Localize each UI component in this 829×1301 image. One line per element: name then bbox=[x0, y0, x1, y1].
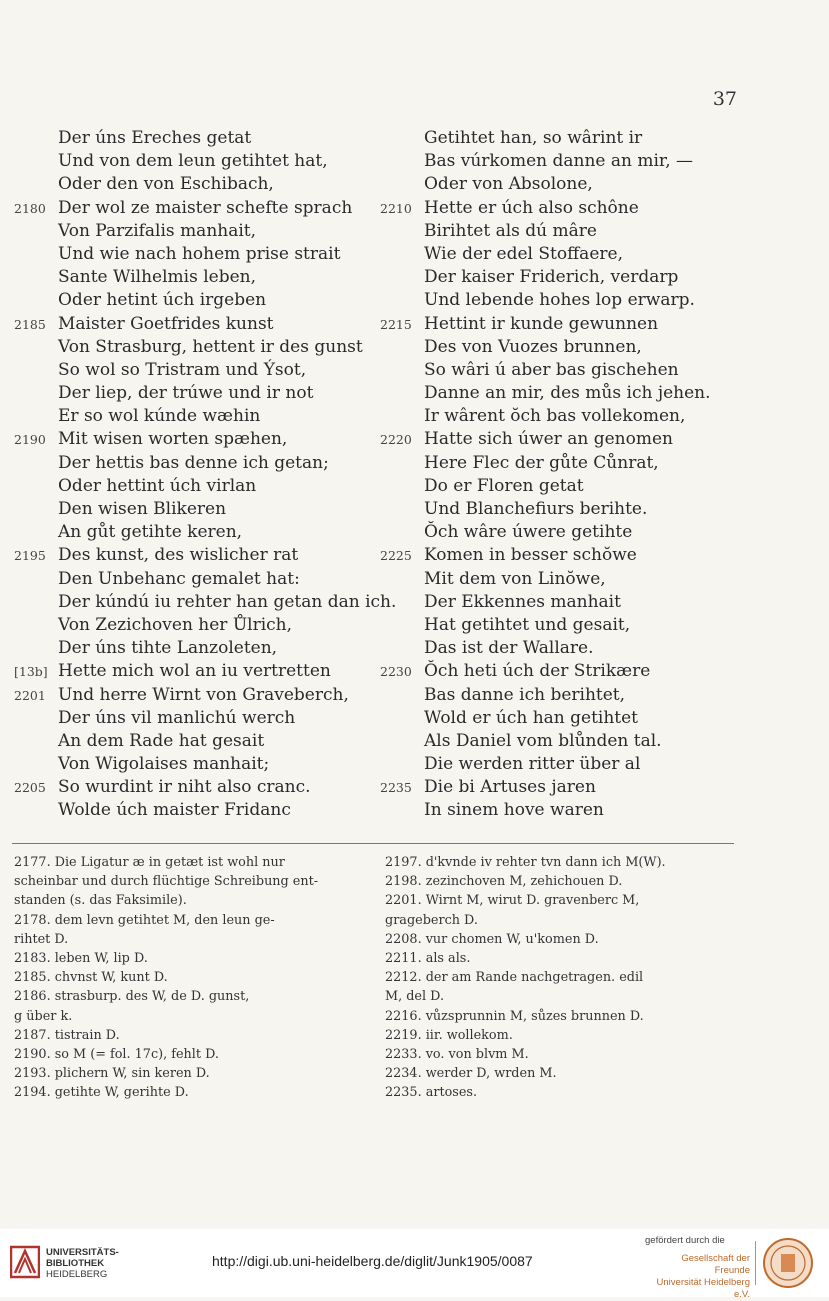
verse-line bbox=[14, 776, 414, 799]
verse-line bbox=[380, 544, 800, 567]
apparatus-note: 2208. vur chomen W, u'komen D. bbox=[385, 931, 599, 947]
verse-line bbox=[14, 591, 414, 614]
apparatus-note: 2234. werder D, wrden M. bbox=[385, 1066, 557, 1082]
verse-text: Komen in besser schŏwe bbox=[424, 545, 637, 566]
university-seal-icon bbox=[762, 1237, 814, 1289]
verse-text: Der úns tihte Lanzoleten, bbox=[58, 638, 278, 659]
line-number: 2215 bbox=[380, 316, 412, 332]
verse-text: Hatte sich úwer an genomen bbox=[424, 429, 673, 450]
verse-line bbox=[380, 220, 800, 243]
verse-line bbox=[14, 799, 414, 822]
apparatus-note: 2194. getihte W, gerihte D. bbox=[14, 1085, 189, 1101]
verse-text: Die bi Artuses jaren bbox=[424, 777, 596, 798]
verse-line bbox=[14, 266, 414, 289]
verse-text: Oder hettint úch virlan bbox=[58, 475, 257, 496]
verse-text: Ŏch heti úch der Strikære bbox=[424, 661, 651, 682]
apparatus-note: rihtet D. bbox=[14, 931, 69, 947]
permalink-url[interactable]: http://digi.ub.uni-heidelberg.de/diglit/Junk1905/0087 bbox=[212, 1253, 533, 1269]
apparatus-note: grageberch D. bbox=[385, 912, 478, 928]
verse-text: Und herre Wirnt von Graveberch, bbox=[58, 684, 349, 705]
verse-text: An gůt getihte keren, bbox=[58, 522, 243, 543]
verse-line bbox=[14, 475, 414, 498]
footer-bar bbox=[0, 1229, 829, 1300]
verse-line bbox=[14, 521, 414, 544]
verse-text: Bas danne ich berihtet, bbox=[424, 684, 626, 705]
verse-line bbox=[14, 127, 414, 150]
verse-line bbox=[380, 753, 800, 776]
verse-text: Und Blanchefiurs berihte. bbox=[424, 499, 648, 519]
verse-line bbox=[380, 336, 800, 359]
verse-line bbox=[380, 799, 800, 822]
poem-column-left bbox=[14, 127, 414, 823]
verse-line bbox=[380, 150, 800, 173]
verse-line bbox=[380, 521, 800, 544]
verse-text: Als Daniel vom blůnden tal. bbox=[424, 730, 662, 751]
line-number: 2195 bbox=[14, 548, 46, 564]
apparatus-note: 2219. iir. wollekom. bbox=[385, 1027, 513, 1043]
verse-text: So wâri ú aber bas gischehen bbox=[424, 359, 679, 380]
apparatus-note: standen (s. das Faksimile). bbox=[14, 893, 187, 909]
verse-text: Den wisen Blikeren bbox=[58, 499, 227, 519]
verse-text: So wurdint ir niht also cranc. bbox=[58, 777, 311, 798]
apparatus-note: 2233. vo. von blvm M. bbox=[385, 1047, 529, 1063]
line-number: [13b] bbox=[14, 664, 48, 680]
verse-line bbox=[380, 614, 800, 637]
line-number: 2220 bbox=[380, 432, 412, 448]
verse-line bbox=[14, 544, 414, 567]
notes-column-right bbox=[385, 853, 735, 1103]
verse-line bbox=[14, 684, 414, 707]
verse-text: Der úns vil manlichú werch bbox=[58, 707, 296, 728]
apparatus-note: 2197. d'kvnde iv rehter tvn dann ich M(W). bbox=[385, 855, 666, 870]
verse-line bbox=[380, 313, 800, 336]
verse-line bbox=[380, 776, 800, 799]
verse-text: Ir wârent ŏch bas vollekomen, bbox=[424, 406, 686, 427]
verse-line bbox=[14, 707, 414, 730]
verse-text: Der hettis bas denne ich getan; bbox=[58, 452, 329, 473]
verse-text: Das ist der Wallare. bbox=[424, 638, 594, 659]
verse-line bbox=[380, 127, 800, 150]
verse-text: Mit dem von Linŏwe, bbox=[424, 568, 606, 589]
verse-text: Von Zezichoven her Ůlrich, bbox=[58, 614, 293, 635]
verse-text: Mit wisen worten spæhen, bbox=[58, 429, 288, 450]
poem-column-right bbox=[380, 127, 800, 823]
line-number: 2180 bbox=[14, 200, 46, 216]
verse-line bbox=[380, 266, 800, 289]
verse-text: Der liep, der trúwe und ir not bbox=[58, 383, 314, 404]
verse-line bbox=[14, 150, 414, 173]
verse-text: Des von Vuozes brunnen, bbox=[424, 336, 642, 357]
verse-line bbox=[380, 428, 800, 451]
verse-line bbox=[14, 289, 414, 312]
verse-text: Here Flec der gůte Cůnrat, bbox=[424, 452, 659, 473]
verse-line bbox=[14, 614, 414, 637]
verse-line bbox=[380, 591, 800, 614]
verse-line bbox=[380, 475, 800, 498]
verse-line bbox=[14, 428, 414, 451]
verse-line bbox=[14, 568, 414, 591]
footer-separator bbox=[755, 1241, 756, 1285]
verse-line bbox=[380, 173, 800, 196]
verse-text: Hat getihtet und gesait, bbox=[424, 614, 631, 635]
line-number: 2230 bbox=[380, 664, 412, 680]
verse-line bbox=[14, 313, 414, 336]
apparatus-note: 2235. artoses. bbox=[385, 1085, 478, 1101]
sponsor-label: gefördert durch die bbox=[645, 1235, 725, 1246]
verse-text: Ŏch wâre úwere getihte bbox=[424, 522, 633, 543]
verse-line bbox=[14, 173, 414, 196]
verse-text: Hette mich wol an iu vertretten bbox=[58, 661, 331, 682]
apparatus-note: 2186. strasburp. des W, de D. gunst, bbox=[14, 989, 250, 1005]
apparatus-note: 2183. leben W, lip D. bbox=[14, 951, 148, 967]
verse-text: Wold er úch han getihtet bbox=[424, 707, 639, 728]
verse-line bbox=[380, 498, 800, 521]
footnote-divider bbox=[12, 843, 734, 844]
verse-text: Oder hetint úch irgeben bbox=[58, 290, 267, 311]
verse-line bbox=[380, 197, 800, 220]
verse-line bbox=[14, 197, 414, 220]
verse-text: Der Ekkennes manhait bbox=[424, 591, 621, 612]
verse-line bbox=[380, 289, 800, 312]
apparatus-note: 2185. chvnst W, kunt D. bbox=[14, 970, 168, 986]
page-number: 37 bbox=[712, 88, 737, 110]
verse-line bbox=[14, 498, 414, 521]
notes-column-left bbox=[14, 853, 369, 1103]
library-name: UNIVERSITÄTS- BIBLIOTHEK HEIDELBERG bbox=[46, 1247, 119, 1280]
verse-text: Hette er úch also schône bbox=[424, 197, 639, 218]
verse-line bbox=[14, 405, 414, 428]
line-number: 2201 bbox=[14, 687, 46, 703]
line-number: 2210 bbox=[380, 200, 412, 216]
verse-text: Sante Wilhelmis leben, bbox=[58, 267, 256, 288]
verse-line bbox=[14, 753, 414, 776]
verse-line bbox=[380, 243, 800, 266]
apparatus-note: M, del D. bbox=[385, 989, 445, 1005]
verse-line bbox=[380, 707, 800, 730]
line-number: 2225 bbox=[380, 548, 412, 564]
line-number: 2190 bbox=[14, 432, 46, 448]
verse-line bbox=[14, 452, 414, 475]
verse-text: An dem Rade hat gesait bbox=[58, 730, 265, 751]
apparatus-note: 2198. zezinchoven M, zehichouen D. bbox=[385, 874, 623, 890]
verse-text: Er so wol kúnde wæhin bbox=[58, 406, 261, 427]
verse-text: Danne an mir, des můs ich jehen. bbox=[424, 383, 711, 404]
verse-line bbox=[380, 637, 800, 660]
verse-text: Die werden ritter über al bbox=[424, 754, 641, 775]
verse-text: Und wie nach hohem prise strait bbox=[58, 243, 341, 264]
verse-text: Getihtet han, so wârint ir bbox=[424, 128, 643, 148]
verse-text: Der úns Ereches getat bbox=[58, 128, 252, 148]
verse-line bbox=[14, 637, 414, 660]
apparatus-note: 2211. als als. bbox=[385, 951, 471, 967]
verse-text: Maister Goetfrides kunst bbox=[58, 313, 274, 334]
verse-line bbox=[14, 660, 414, 683]
verse-text: In sinem hove waren bbox=[424, 800, 604, 821]
verse-text: Der kúndú iu rehter han getan dan ich. bbox=[58, 591, 397, 612]
apparatus-note: g über k. bbox=[14, 1008, 73, 1024]
verse-line bbox=[380, 452, 800, 475]
verse-text: Hettint ir kunde gewunnen bbox=[424, 313, 659, 334]
verse-line bbox=[14, 359, 414, 382]
line-number: 2205 bbox=[14, 780, 46, 796]
verse-text: Des kunst, des wislicher rat bbox=[58, 545, 299, 566]
verse-line bbox=[14, 382, 414, 405]
verse-line bbox=[380, 405, 800, 428]
verse-line bbox=[14, 336, 414, 359]
verse-text: Und von dem leun getihtet hat, bbox=[58, 151, 328, 172]
verse-text: Bas vúrkomen danne an mir, — bbox=[424, 151, 693, 172]
apparatus-note: 2212. der am Rande nachgetragen. edil bbox=[385, 970, 644, 986]
verse-text: Von Wigolaises manhait; bbox=[58, 754, 270, 775]
apparatus-note: 2193. plichern W, sin keren D. bbox=[14, 1066, 210, 1082]
verse-line bbox=[14, 730, 414, 753]
verse-text: Wie der edel Stoffaere, bbox=[424, 243, 623, 264]
apparatus-note: 2190. so M (= fol. 17c), fehlt D. bbox=[14, 1047, 219, 1063]
verse-text: Do er Floren getat bbox=[424, 475, 584, 496]
library-logo-icon bbox=[10, 1243, 40, 1279]
verse-text: Von Strasburg, hettent ir des gunst bbox=[58, 336, 363, 357]
verse-text: So wol so Tristram und Ýsot, bbox=[58, 359, 307, 380]
apparatus-note: 2177. Die Ligatur æ in getæt ist wohl nur bbox=[14, 855, 285, 870]
verse-line bbox=[380, 359, 800, 382]
verse-line bbox=[14, 243, 414, 266]
verse-line bbox=[380, 568, 800, 591]
verse-text: Oder den von Eschibach, bbox=[58, 174, 274, 195]
verse-text: Oder von Absolone, bbox=[424, 174, 593, 195]
verse-line bbox=[380, 730, 800, 753]
apparatus-note: 2201. Wirnt M, wirut D. gravenberc M, bbox=[385, 893, 640, 909]
apparatus-note: 2178. dem levn getihtet M, den leun ge- bbox=[14, 912, 275, 928]
line-number: 2235 bbox=[380, 780, 412, 796]
line-number: 2185 bbox=[14, 316, 46, 332]
verse-line bbox=[380, 684, 800, 707]
verse-line bbox=[380, 382, 800, 405]
verse-line bbox=[380, 660, 800, 683]
verse-line bbox=[14, 220, 414, 243]
verse-text: Von Parzifalis manhait, bbox=[58, 220, 257, 241]
verse-text: Der wol ze maister schefte sprach bbox=[58, 197, 353, 218]
verse-text: Den Unbehanc gemalet hat: bbox=[58, 568, 300, 589]
apparatus-note: scheinbar und durch flüchtige Schreibung ent- bbox=[14, 874, 319, 890]
apparatus-note: 2216. vůzsprunnin M, sůzes brunnen D. bbox=[385, 1008, 644, 1024]
verse-text: Der kaiser Friderich, verdarp bbox=[424, 267, 679, 288]
verse-text: Wolde úch maister Fridanc bbox=[58, 800, 291, 821]
verse-text: Und lebende hohes lop erwarp. bbox=[424, 290, 695, 311]
sponsor-name: Gesellschaft der Freunde Universität Heidelberg e.V. bbox=[656, 1253, 750, 1300]
apparatus-note: 2187. tistrain D. bbox=[14, 1027, 120, 1043]
verse-text: Birihtet als dú mâre bbox=[424, 220, 597, 241]
